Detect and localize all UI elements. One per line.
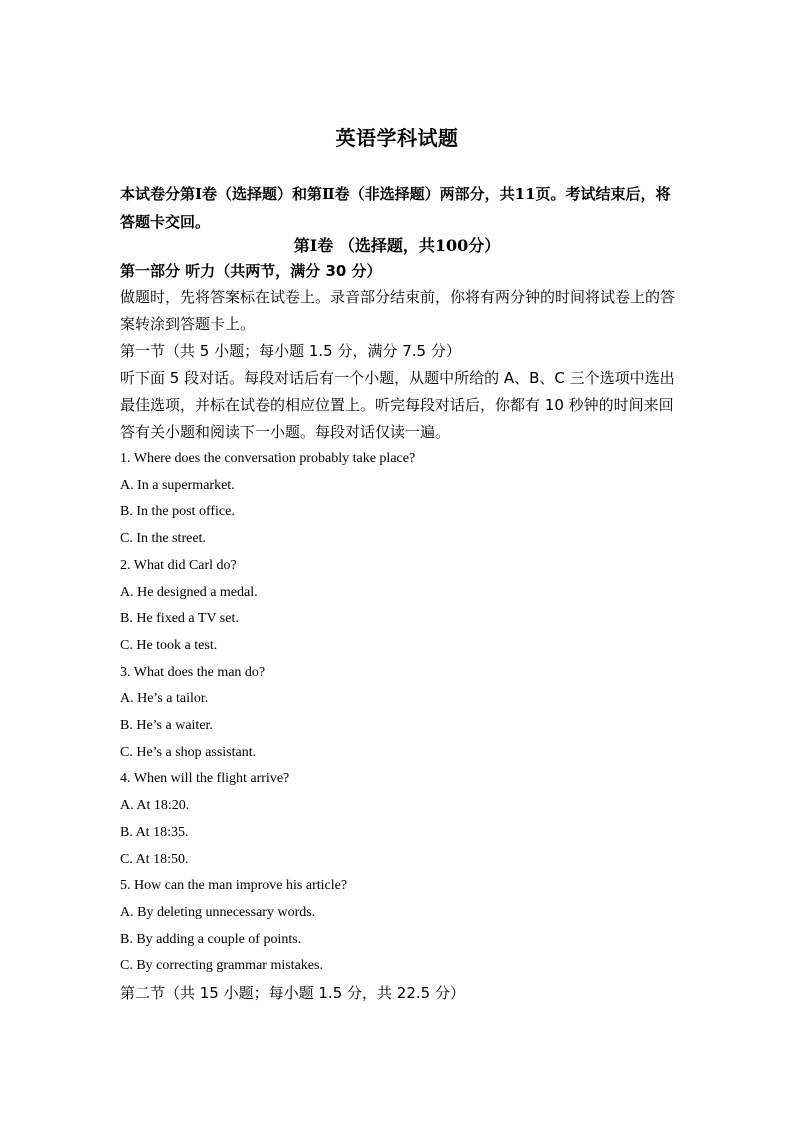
option-c: C. He took a test. [120, 637, 218, 653]
exam-content [120, 258, 680, 1007]
option-b: B. He fixed a TV set. [120, 611, 239, 627]
option-c: C. At 18:50. [120, 851, 189, 867]
question-stem: 2. What did Carl do? [120, 557, 237, 573]
option-b: B. At 18:35. [120, 824, 189, 840]
option-a: A. He’s a tailor. [120, 691, 209, 707]
part1-heading: 第一部分 听力（共两节，满分 30 分） [120, 262, 382, 280]
question-stem: 1. Where does the conversation probably take place? [120, 451, 416, 466]
question-stem: 3. What does the man do? [120, 664, 266, 680]
option-b: B. He’s a waiter. [120, 718, 213, 734]
option-c: C. He’s a shop assistant. [120, 744, 257, 760]
exam-intro: 本试卷分第Ⅰ卷（选择题）和第Ⅱ卷（非选择题）两部分，共11页。考试结束后，将答题卡交回。 [120, 185, 671, 231]
question-stem: 4. When will the flight arrive? [120, 771, 290, 787]
option-c: C. In the street. [120, 531, 206, 547]
option-a: A. At 18:20. [120, 798, 190, 814]
page-title: 英语学科试题 [335, 126, 459, 150]
question-3 [120, 660, 680, 767]
question-5 [120, 873, 680, 980]
part1-instruction: 做题时，先将答案标在试卷上。录音部分结束前，你将有两分钟的时间将试卷上的答案转涂到答题卡上。 [120, 288, 676, 333]
option-b: B. In the post office. [120, 504, 235, 520]
question-2 [120, 553, 680, 660]
section1-heading: 第一节（共 5 小题；每小题 1.5 分，满分 7.5 分） [120, 342, 461, 360]
option-a: A. In a supermarket. [120, 477, 235, 493]
option-b: B. By adding a couple of points. [120, 931, 302, 947]
section1-instruction: 听下面 5 段对话。每段对话后有一个小题，从题中所给的 A、B、C 三个选项中选出最佳选项，并标在试卷的相应位置上。听完每段对话后，你都有 10 秒钟的时间来回答有关小题和阅读下一小题。每段对话仅读一遍。 [120, 369, 675, 441]
question-4 [120, 766, 680, 873]
option-a: A. He designed a medal. [120, 584, 258, 600]
question-stem: 5. How can the man improve his article? [120, 878, 348, 894]
volume-heading: 第Ⅰ卷 （选择题，共100分） [293, 236, 501, 255]
question-1 [120, 446, 680, 553]
option-a: A. By deleting unnecessary words. [120, 904, 316, 920]
option-c: C. By correcting grammar mistakes. [120, 958, 323, 974]
section2-heading: 第二节（共 15 小题；每小题 1.5 分，共 22.5 分） [120, 984, 465, 1003]
